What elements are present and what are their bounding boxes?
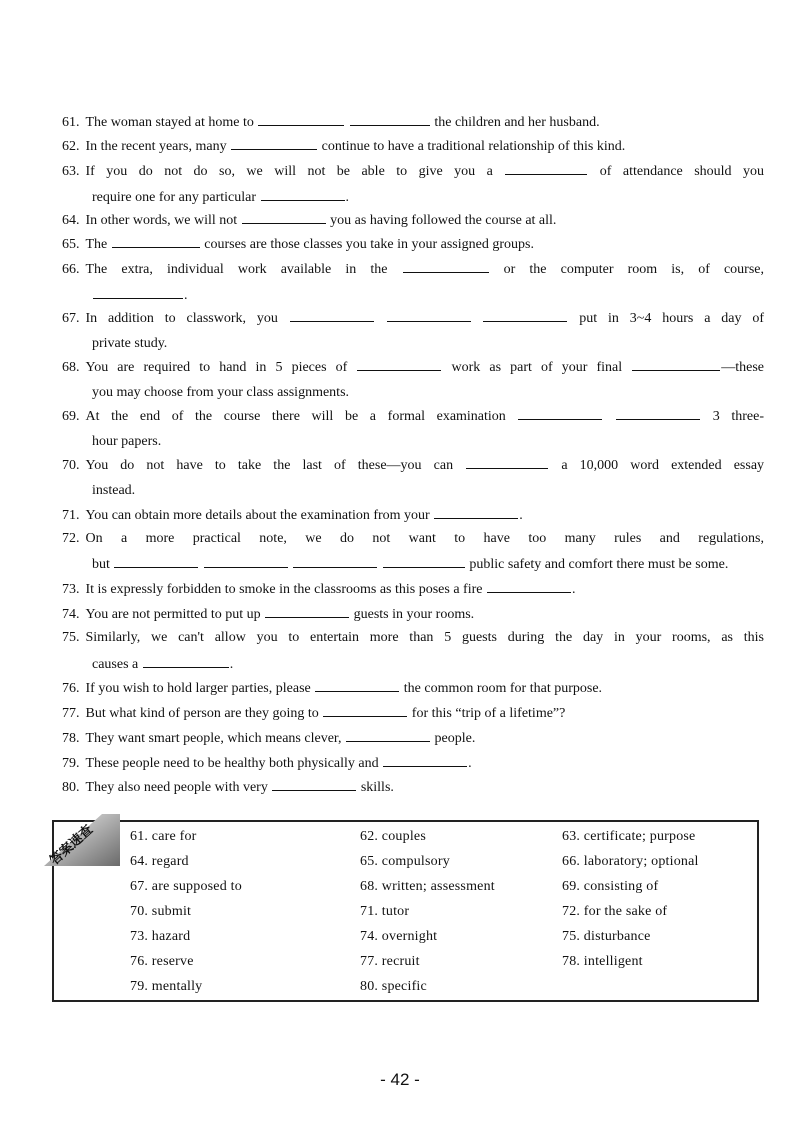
question-number: 72. [62,531,80,546]
answer-blank[interactable] [204,555,288,568]
question-68 [62,358,764,377]
question-text: You can obtain more details about the examination from your [85,508,430,523]
question-67 [62,309,764,328]
question-number: 64. [62,213,80,228]
question-text: In the recent years, many [85,139,227,154]
question-text: . [184,288,188,303]
question-77 [62,704,764,723]
answer-item: 70. submit [130,904,192,919]
answer-blank[interactable] [434,506,518,519]
question-66 [62,260,764,279]
question-text: private study. [92,336,168,351]
answer-item: 67. are supposed to [130,879,242,894]
question-text: The [85,237,108,252]
question-number: 66. [62,262,80,277]
question-text: . [519,508,523,523]
question-text: you may choose from your class assignments. [92,385,350,400]
question-text: guests in your rooms. [353,607,475,622]
page-number: - 42 - [380,1070,420,1089]
question-number: 76. [62,681,80,696]
answer-item: 65. compulsory [360,854,450,869]
question-68-continued [92,384,764,402]
answer-item: 79. mentally [130,979,203,994]
question-text: They also need people with very [85,780,268,795]
question-text: In other words, we will not [85,213,238,228]
answer-blank[interactable] [323,704,407,717]
question-62 [62,137,764,156]
question-text: You are required to hand in 5 pieces of [85,360,348,375]
question-text: put in 3~4 hours a day of [579,311,765,326]
question-number: 78. [62,731,80,746]
question-text: continue to have a traditional relationship of this kind. [321,139,626,154]
question-text: but [92,557,110,572]
question-text: or the computer room is, of course, [503,262,765,277]
question-text: . [345,190,350,205]
question-text: Similarly, we can't allow you to entertain more than 5 guests during the day in your rooms, as this [85,630,764,645]
answer-item: 62. couples [360,829,426,844]
answer-blank[interactable] [350,113,430,126]
question-text: the children and her husband. [434,115,600,130]
answer-blank[interactable] [315,679,399,692]
question-number: 74. [62,607,80,622]
answer-blank[interactable] [483,309,567,322]
question-79 [62,754,764,773]
question-70-continued [92,482,764,500]
question-80 [62,778,764,797]
answer-item: 78. intelligent [562,954,643,969]
question-text: 3 three- [712,409,765,424]
question-text: of attendance should you [599,164,765,179]
question-64 [62,211,764,230]
answer-blank[interactable] [383,754,467,767]
question-text: In addition to classwork, you [85,311,278,326]
answer-item: 68. written; assessment [360,879,495,894]
question-text: causes a [92,657,139,672]
question-72 [62,530,764,548]
answer-blank[interactable] [505,162,587,175]
answer-blank[interactable] [272,778,356,791]
answer-blank[interactable] [231,137,317,150]
question-text: It is expressly forbidden to smoke in the classrooms as this poses a fire [85,582,483,597]
question-69 [62,407,764,426]
answer-item: 72. for the sake of [562,904,668,919]
answer-blank[interactable] [632,358,720,371]
answer-key-badge-icon [40,808,130,870]
question-text: . [468,756,472,771]
answer-item: 80. specific [360,979,427,994]
answer-item: 66. laboratory; optional [562,854,699,869]
question-67-continued [92,335,764,353]
answer-blank[interactable] [143,655,229,668]
question-number: 70. [62,458,80,473]
question-number: 75. [62,630,80,645]
question-text: At the end of the course there will be a formal examination [85,409,506,424]
question-text: . [229,657,234,672]
question-71 [62,506,764,525]
question-number: 69. [62,409,80,424]
question-69-continued [92,433,764,451]
question-number: 61. [62,115,80,130]
question-text: require one for any particular [92,190,257,205]
answer-blank[interactable] [112,235,200,248]
question-text: courses are those classes you take in your assigned groups. [204,237,534,252]
answer-item: 76. reserve [130,954,194,969]
question-number: 63. [62,164,80,179]
answer-blank[interactable] [346,729,430,742]
question-text: The woman stayed at home to [85,115,254,130]
question-text: If you wish to hold larger parties, please [85,681,311,696]
question-text: a 10,000 word extended essay [561,458,765,473]
question-text: . [571,582,576,597]
question-text: you as having followed the course at all. [330,213,557,228]
question-78 [62,729,764,748]
question-text: If you do not do so, we will not be able to give you a [85,164,493,179]
question-text: for this “trip of a lifetime”? [411,706,566,721]
answer-item: 61. care for [130,829,197,844]
question-number: 68. [62,360,80,375]
question-65 [62,235,764,254]
answer-blank[interactable] [487,580,571,593]
answer-blank[interactable] [261,188,345,201]
question-text: instead. [92,483,136,498]
question-76 [62,679,764,698]
question-text: skills. [360,780,394,795]
question-text: hour papers. [92,434,162,449]
question-75-continued [92,655,764,674]
answer-blank[interactable] [403,260,489,273]
question-number: 67. [62,311,80,326]
answer-key-badge-text: 答案速查 [47,822,97,869]
question-number: 77. [62,706,80,721]
answer-item: 69. consisting of [562,879,659,894]
question-63-continued [92,188,764,207]
question-70 [62,456,764,475]
question-74 [62,605,764,624]
question-text: But what kind of person are they going to [85,706,319,721]
question-text: On a more practical note, we do not want to have too many rules and regulations, [85,531,764,546]
answer-blank[interactable] [242,211,326,224]
answer-blank[interactable] [290,309,374,322]
question-text: the common room for that purpose. [403,681,603,696]
answer-blank[interactable] [265,605,349,618]
answer-blank[interactable] [466,456,548,469]
answer-key-box [47,820,759,1002]
question-text: You are not permitted to put up [85,607,261,622]
answer-item: 74. overnight [360,929,438,944]
question-number: 71. [62,508,80,523]
question-number: 62. [62,139,80,154]
question-text: work as part of your final [451,360,623,375]
answer-blank[interactable] [518,407,602,420]
question-number: 73. [62,582,80,597]
answer-blank[interactable] [258,113,344,126]
answer-blank[interactable] [357,358,441,371]
question-text: —these [721,360,764,375]
question-61 [62,113,764,132]
question-text: people. [434,731,476,746]
answer-blank[interactable] [383,555,465,568]
question-number: 65. [62,237,80,252]
answer-blank[interactable] [387,309,471,322]
answer-blank[interactable] [93,286,183,299]
question-66-continued [92,286,764,305]
answer-item: 73. hazard [130,929,191,944]
answer-item: 63. certificate; purpose [562,829,696,844]
answer-blank[interactable] [616,407,700,420]
answer-item: 75. disturbance [562,929,651,944]
answer-item: 64. regard [130,854,189,869]
question-number: 80. [62,780,80,795]
question-73 [62,580,764,599]
question-75 [62,629,764,647]
answer-item: 71. tutor [360,904,410,919]
question-text: These people need to be healthy both physically and [85,756,379,771]
answer-item: 77. recruit [360,954,420,969]
question-text: public safety and comfort there must be some. [469,557,729,572]
question-72-continued [92,555,764,574]
question-63 [62,162,764,181]
question-text: The extra, individual work available in the [85,262,388,277]
answer-blank[interactable] [293,555,377,568]
question-text: You do not have to take the last of these—you can [85,458,454,473]
question-number: 79. [62,756,80,771]
answer-blank[interactable] [114,555,198,568]
question-text: They want smart people, which means clever, [85,731,342,746]
